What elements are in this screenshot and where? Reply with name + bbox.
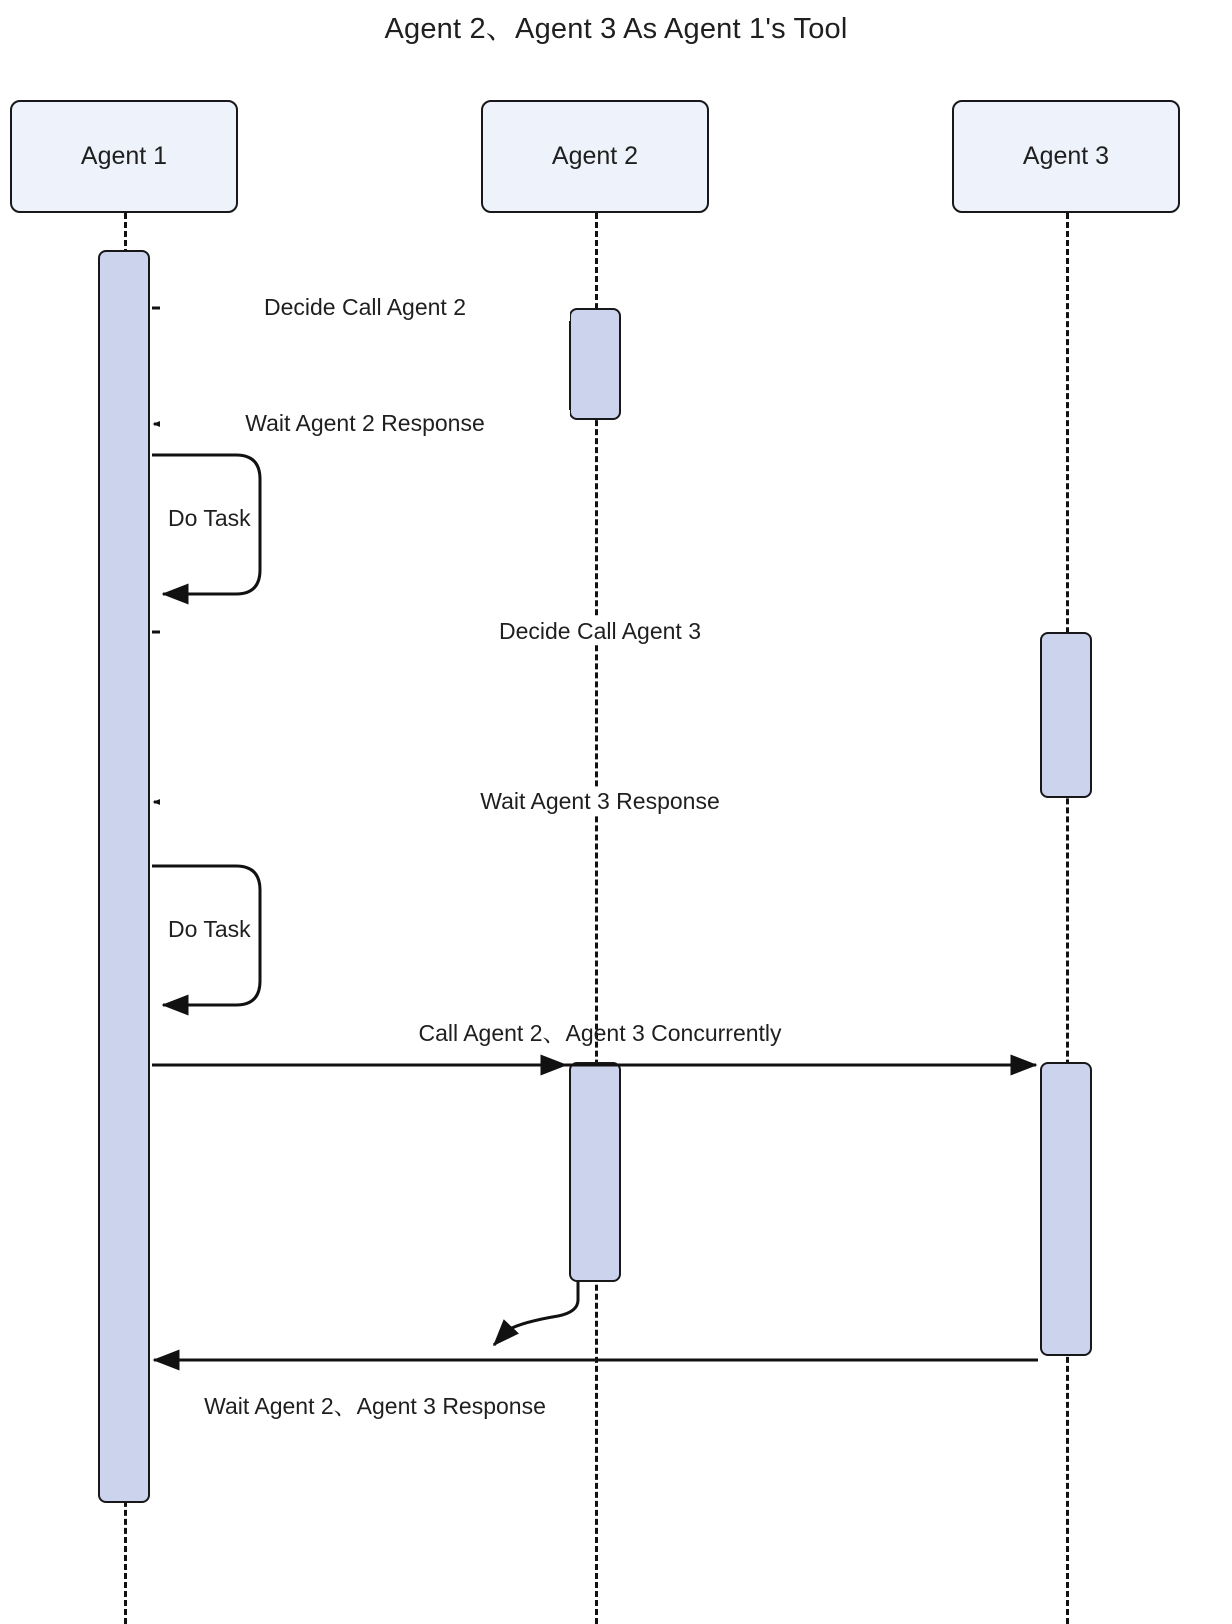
page-title: Agent 2、Agent 3 As Agent 1's Tool (384, 13, 848, 45)
message-label-call-agents-concurrently: Call Agent 2、Agent 3 Concurrently (418, 1020, 782, 1046)
activation-agent2-second (569, 1062, 621, 1282)
participant-agent1[interactable] (10, 100, 238, 213)
message-label-decide-call-agent-2: Decide Call Agent 2 (160, 294, 570, 321)
activation-agent2-first (569, 308, 621, 420)
message-label-decide-call-agent-3: Decide Call Agent 3 (160, 618, 1040, 645)
message-label-wait-agents-response: Wait Agent 2、Agent 3 Response (204, 1393, 546, 1419)
lifeline-agent2 (595, 213, 598, 1624)
participant-agent2[interactable] (481, 100, 709, 213)
lifeline-agent3 (1066, 213, 1069, 1624)
activation-agent1 (98, 250, 150, 1503)
activation-agent3-second (1040, 1062, 1092, 1356)
participant-agent2-label: Agent 2 (551, 142, 639, 170)
participant-agent1-label: Agent 1 (80, 142, 168, 170)
participant-agent3-label: Agent 3 (1022, 142, 1110, 170)
activation-agent3-first (1040, 632, 1092, 798)
message-label-wait-agent-2-response: Wait Agent 2 Response (160, 410, 570, 437)
message-label-wait-agent-3-response: Wait Agent 3 Response (160, 788, 1040, 815)
message-label-do-task-1: Do Task (168, 505, 251, 531)
participant-agent3[interactable] (952, 100, 1180, 213)
message-label-do-task-2: Do Task (168, 916, 251, 942)
